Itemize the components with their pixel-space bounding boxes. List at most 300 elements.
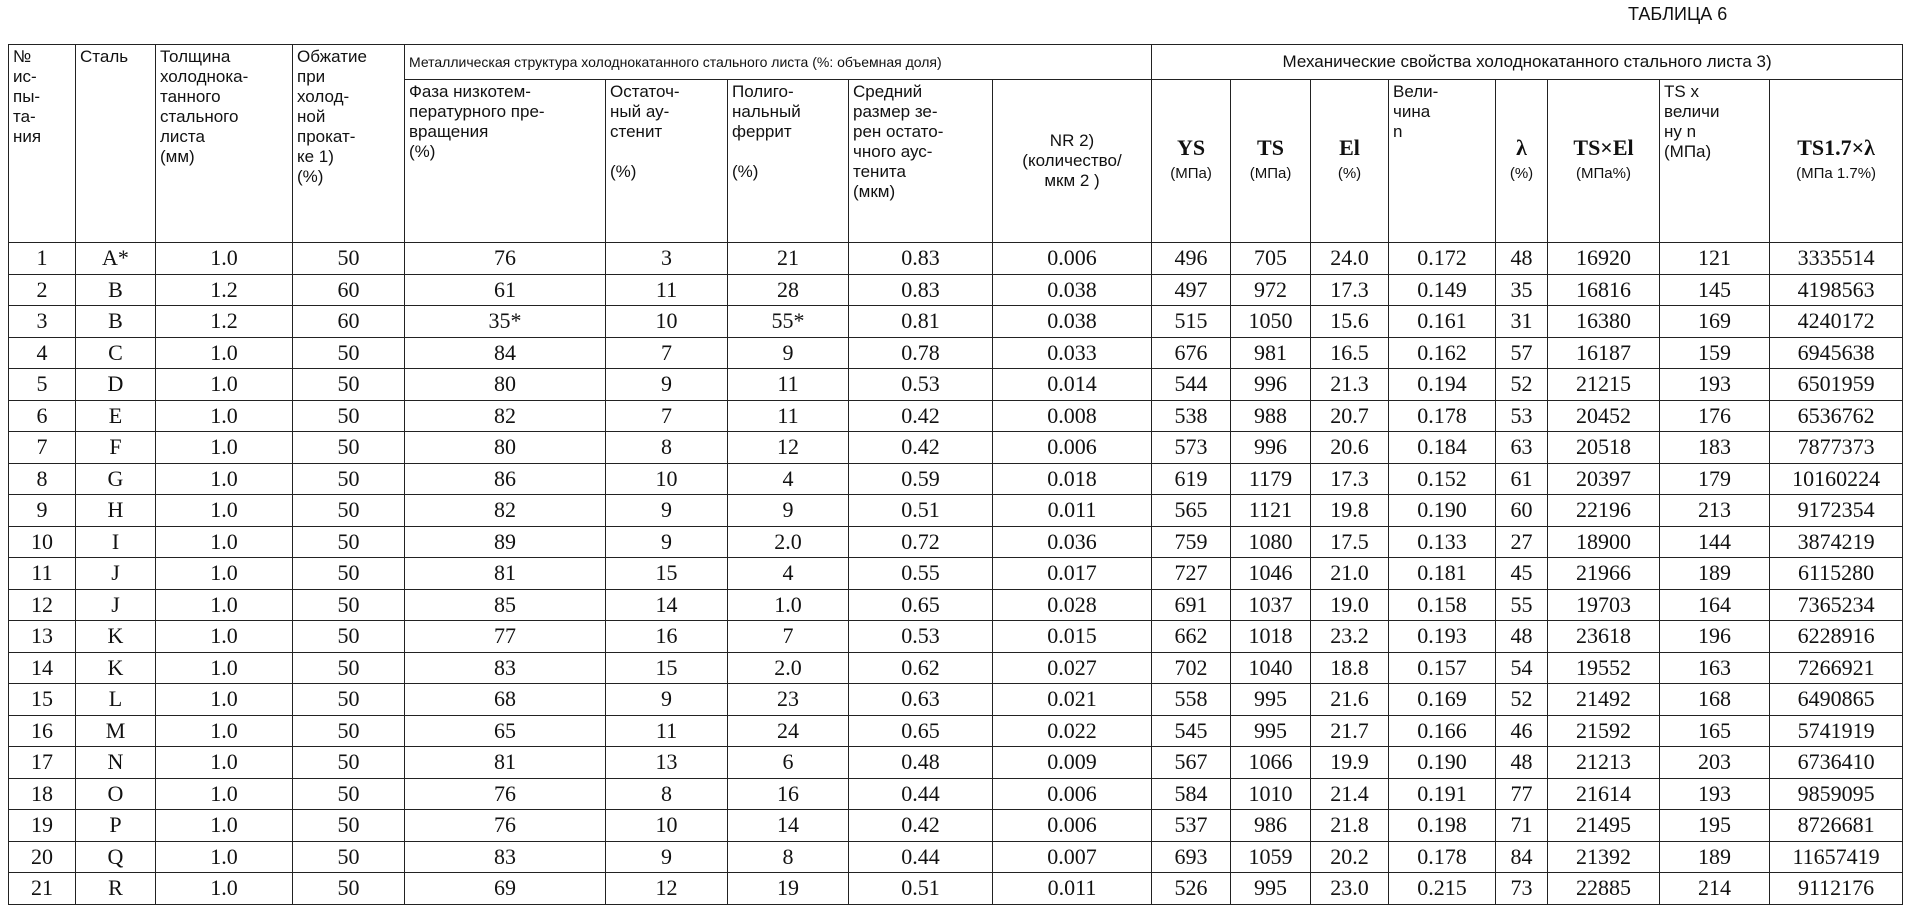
cell-ys: 702 bbox=[1152, 652, 1231, 684]
cell-ts-el: 21392 bbox=[1548, 841, 1660, 873]
cell-steel: D bbox=[76, 369, 156, 401]
cell-ys: 538 bbox=[1152, 400, 1231, 432]
cell-lt-phase: 82 bbox=[405, 400, 606, 432]
cell-retained-austenite: 3 bbox=[606, 243, 728, 275]
cell-lambda: 77 bbox=[1496, 778, 1548, 810]
cell-n-value: 0.157 bbox=[1389, 652, 1496, 684]
cell-ts17-lambda: 9112176 bbox=[1770, 873, 1903, 905]
cell-el: 21.7 bbox=[1311, 715, 1389, 747]
header-el bbox=[1311, 80, 1389, 243]
cell-ts-n: 165 bbox=[1660, 715, 1770, 747]
cell-reduction: 50 bbox=[293, 652, 405, 684]
cell-steel: C bbox=[76, 337, 156, 369]
cell-test-no: 5 bbox=[9, 369, 76, 401]
table-row bbox=[9, 747, 1903, 779]
cell-grain-size: 0.65 bbox=[849, 589, 993, 621]
cell-n-value: 0.190 bbox=[1389, 747, 1496, 779]
cell-polygonal-ferrite: 21 bbox=[728, 243, 849, 275]
cell-thickness: 1.0 bbox=[156, 463, 293, 495]
cell-thickness: 1.0 bbox=[156, 495, 293, 527]
header-ys-label: YS bbox=[1176, 135, 1206, 160]
cell-lt-phase: 84 bbox=[405, 337, 606, 369]
cell-ts: 1037 bbox=[1231, 589, 1311, 621]
cell-ts17-lambda: 9172354 bbox=[1770, 495, 1903, 527]
cell-el: 20.7 bbox=[1311, 400, 1389, 432]
header-ts bbox=[1231, 80, 1311, 243]
cell-reduction: 50 bbox=[293, 432, 405, 464]
header-ts17-lambda-unit: (МПа 1.7%) bbox=[1796, 165, 1877, 182]
cell-reduction: 50 bbox=[293, 684, 405, 716]
cell-n-value: 0.172 bbox=[1389, 243, 1496, 275]
header-reduction: Обжатие при холод- ной прокат- ке 1) (%) bbox=[293, 45, 405, 243]
cell-ts-n: 183 bbox=[1660, 432, 1770, 464]
table-row bbox=[9, 432, 1903, 464]
cell-ts17-lambda: 7266921 bbox=[1770, 652, 1903, 684]
cell-nr: 0.008 bbox=[993, 400, 1152, 432]
header-ts-n: TS x величи ну n (МПа) bbox=[1660, 80, 1770, 243]
cell-nr: 0.006 bbox=[993, 778, 1152, 810]
cell-grain-size: 0.81 bbox=[849, 306, 993, 338]
cell-nr: 0.015 bbox=[993, 621, 1152, 653]
cell-n-value: 0.184 bbox=[1389, 432, 1496, 464]
cell-thickness: 1.0 bbox=[156, 337, 293, 369]
cell-steel: A* bbox=[76, 243, 156, 275]
cell-polygonal-ferrite: 1.0 bbox=[728, 589, 849, 621]
table-row bbox=[9, 337, 1903, 369]
cell-test-no: 15 bbox=[9, 684, 76, 716]
header-lambda-unit: (%) bbox=[1509, 165, 1534, 182]
cell-ts-el: 21215 bbox=[1548, 369, 1660, 401]
cell-ts: 988 bbox=[1231, 400, 1311, 432]
cell-steel: B bbox=[76, 306, 156, 338]
table-row bbox=[9, 495, 1903, 527]
cell-n-value: 0.191 bbox=[1389, 778, 1496, 810]
table-caption: ТАБЛИЦА 6 bbox=[1628, 4, 1728, 24]
cell-polygonal-ferrite: 11 bbox=[728, 400, 849, 432]
cell-el: 23.2 bbox=[1311, 621, 1389, 653]
header-ts-el bbox=[1548, 80, 1660, 243]
header-retained-austenite: Остаточ- ный ау- стенит (%) bbox=[606, 80, 728, 243]
cell-ts: 995 bbox=[1231, 684, 1311, 716]
cell-lt-phase: 76 bbox=[405, 810, 606, 842]
cell-retained-austenite: 11 bbox=[606, 715, 728, 747]
cell-n-value: 0.181 bbox=[1389, 558, 1496, 590]
cell-ts-el: 19703 bbox=[1548, 589, 1660, 621]
cell-lt-phase: 81 bbox=[405, 558, 606, 590]
header-ts17-lambda bbox=[1770, 80, 1903, 243]
cell-lambda: 71 bbox=[1496, 810, 1548, 842]
cell-lambda: 45 bbox=[1496, 558, 1548, 590]
cell-ts-n: 163 bbox=[1660, 652, 1770, 684]
cell-lambda: 46 bbox=[1496, 715, 1548, 747]
cell-ts-n: 169 bbox=[1660, 306, 1770, 338]
table-row bbox=[9, 715, 1903, 747]
cell-grain-size: 0.62 bbox=[849, 652, 993, 684]
cell-thickness: 1.0 bbox=[156, 715, 293, 747]
cell-ts-n: 193 bbox=[1660, 778, 1770, 810]
table-row bbox=[9, 306, 1903, 338]
cell-ts-n: 214 bbox=[1660, 873, 1770, 905]
header-grain-size: Средний размер зе- рен остато- чного аус- тенита (мкм) bbox=[849, 80, 993, 243]
cell-ts: 1050 bbox=[1231, 306, 1311, 338]
cell-reduction: 50 bbox=[293, 463, 405, 495]
cell-test-no: 9 bbox=[9, 495, 76, 527]
header-ts-el-label: TS×El bbox=[1573, 135, 1634, 160]
header-ts-label: TS bbox=[1257, 135, 1284, 160]
cell-ts-el: 20518 bbox=[1548, 432, 1660, 464]
cell-polygonal-ferrite: 19 bbox=[728, 873, 849, 905]
cell-ts17-lambda: 6945638 bbox=[1770, 337, 1903, 369]
header-ys-unit: (МПа) bbox=[1170, 165, 1212, 182]
cell-retained-austenite: 15 bbox=[606, 652, 728, 684]
cell-thickness: 1.0 bbox=[156, 841, 293, 873]
cell-ts-el: 21495 bbox=[1548, 810, 1660, 842]
cell-ts-n: 213 bbox=[1660, 495, 1770, 527]
header-test-no: № ис- пы- та- ния bbox=[9, 45, 76, 243]
cell-n-value: 0.166 bbox=[1389, 715, 1496, 747]
cell-steel: L bbox=[76, 684, 156, 716]
cell-ts-el: 20452 bbox=[1548, 400, 1660, 432]
cell-retained-austenite: 8 bbox=[606, 432, 728, 464]
cell-ts: 986 bbox=[1231, 810, 1311, 842]
cell-reduction: 50 bbox=[293, 526, 405, 558]
cell-reduction: 50 bbox=[293, 715, 405, 747]
cell-retained-austenite: 13 bbox=[606, 747, 728, 779]
cell-lt-phase: 82 bbox=[405, 495, 606, 527]
cell-retained-austenite: 10 bbox=[606, 306, 728, 338]
cell-reduction: 50 bbox=[293, 400, 405, 432]
cell-nr: 0.036 bbox=[993, 526, 1152, 558]
cell-ts17-lambda: 8726681 bbox=[1770, 810, 1903, 842]
header-lambda-label: λ bbox=[1516, 135, 1527, 160]
cell-retained-austenite: 15 bbox=[606, 558, 728, 590]
cell-thickness: 1.0 bbox=[156, 873, 293, 905]
cell-ts: 1121 bbox=[1231, 495, 1311, 527]
cell-steel: P bbox=[76, 810, 156, 842]
cell-lt-phase: 80 bbox=[405, 369, 606, 401]
cell-test-no: 10 bbox=[9, 526, 76, 558]
cell-ts: 705 bbox=[1231, 243, 1311, 275]
cell-reduction: 50 bbox=[293, 337, 405, 369]
cell-polygonal-ferrite: 8 bbox=[728, 841, 849, 873]
cell-lt-phase: 76 bbox=[405, 243, 606, 275]
header-metal-structure-group: Металлическая структура холоднокатанного стального листа (%: объемная доля) bbox=[405, 45, 1152, 80]
cell-ts-el: 22196 bbox=[1548, 495, 1660, 527]
cell-test-no: 8 bbox=[9, 463, 76, 495]
table-row bbox=[9, 810, 1903, 842]
cell-n-value: 0.178 bbox=[1389, 400, 1496, 432]
cell-reduction: 50 bbox=[293, 589, 405, 621]
cell-lt-phase: 76 bbox=[405, 778, 606, 810]
cell-ts-el: 19552 bbox=[1548, 652, 1660, 684]
cell-lt-phase: 69 bbox=[405, 873, 606, 905]
cell-grain-size: 0.42 bbox=[849, 810, 993, 842]
cell-lt-phase: 89 bbox=[405, 526, 606, 558]
cell-thickness: 1.0 bbox=[156, 810, 293, 842]
cell-n-value: 0.158 bbox=[1389, 589, 1496, 621]
cell-lt-phase: 83 bbox=[405, 841, 606, 873]
cell-nr: 0.027 bbox=[993, 652, 1152, 684]
cell-ts: 996 bbox=[1231, 432, 1311, 464]
cell-retained-austenite: 16 bbox=[606, 621, 728, 653]
cell-lt-phase: 68 bbox=[405, 684, 606, 716]
cell-lambda: 52 bbox=[1496, 684, 1548, 716]
cell-lt-phase: 65 bbox=[405, 715, 606, 747]
cell-lambda: 52 bbox=[1496, 369, 1548, 401]
cell-ys: 558 bbox=[1152, 684, 1231, 716]
cell-ts: 995 bbox=[1231, 715, 1311, 747]
cell-reduction: 60 bbox=[293, 274, 405, 306]
cell-grain-size: 0.48 bbox=[849, 747, 993, 779]
header-thickness: Толщина холоднока- танного стального листа (мм) bbox=[156, 45, 293, 243]
cell-ts17-lambda: 11657419 bbox=[1770, 841, 1903, 873]
cell-ts-el: 21592 bbox=[1548, 715, 1660, 747]
cell-thickness: 1.2 bbox=[156, 274, 293, 306]
cell-steel: E bbox=[76, 400, 156, 432]
cell-n-value: 0.194 bbox=[1389, 369, 1496, 401]
cell-nr: 0.028 bbox=[993, 589, 1152, 621]
cell-thickness: 1.0 bbox=[156, 432, 293, 464]
cell-reduction: 50 bbox=[293, 621, 405, 653]
table-row bbox=[9, 873, 1903, 905]
cell-nr: 0.017 bbox=[993, 558, 1152, 590]
cell-reduction: 50 bbox=[293, 747, 405, 779]
cell-ts: 1179 bbox=[1231, 463, 1311, 495]
header-row-groups bbox=[9, 45, 1903, 80]
cell-ys: 759 bbox=[1152, 526, 1231, 558]
cell-steel: H bbox=[76, 495, 156, 527]
cell-retained-austenite: 9 bbox=[606, 369, 728, 401]
cell-ts17-lambda: 7877373 bbox=[1770, 432, 1903, 464]
cell-ts17-lambda: 6736410 bbox=[1770, 747, 1903, 779]
cell-el: 21.4 bbox=[1311, 778, 1389, 810]
cell-grain-size: 0.53 bbox=[849, 621, 993, 653]
cell-ts-n: 179 bbox=[1660, 463, 1770, 495]
header-mechanical-group: Механические свойства холоднокатанного стального листа 3) bbox=[1152, 45, 1903, 80]
cell-polygonal-ferrite: 12 bbox=[728, 432, 849, 464]
header-ts-el-unit: (МПа%) bbox=[1576, 165, 1631, 182]
table-row bbox=[9, 778, 1903, 810]
cell-lt-phase: 35* bbox=[405, 306, 606, 338]
cell-ts-n: 193 bbox=[1660, 369, 1770, 401]
cell-grain-size: 0.53 bbox=[849, 369, 993, 401]
cell-nr: 0.038 bbox=[993, 274, 1152, 306]
cell-steel: F bbox=[76, 432, 156, 464]
cell-ts-el: 16187 bbox=[1548, 337, 1660, 369]
header-steel: Сталь bbox=[76, 45, 156, 243]
cell-grain-size: 0.63 bbox=[849, 684, 993, 716]
cell-grain-size: 0.65 bbox=[849, 715, 993, 747]
cell-ts-el: 21492 bbox=[1548, 684, 1660, 716]
cell-thickness: 1.0 bbox=[156, 747, 293, 779]
cell-thickness: 1.0 bbox=[156, 369, 293, 401]
cell-lt-phase: 81 bbox=[405, 747, 606, 779]
cell-retained-austenite: 9 bbox=[606, 526, 728, 558]
table-row bbox=[9, 684, 1903, 716]
header-polygonal-ferrite: Полиго- нальный феррит (%) bbox=[728, 80, 849, 243]
cell-ts17-lambda: 6536762 bbox=[1770, 400, 1903, 432]
cell-polygonal-ferrite: 16 bbox=[728, 778, 849, 810]
cell-n-value: 0.149 bbox=[1389, 274, 1496, 306]
cell-lambda: 31 bbox=[1496, 306, 1548, 338]
cell-n-value: 0.162 bbox=[1389, 337, 1496, 369]
cell-thickness: 1.0 bbox=[156, 589, 293, 621]
cell-nr: 0.007 bbox=[993, 841, 1152, 873]
table-row bbox=[9, 621, 1903, 653]
cell-steel: K bbox=[76, 652, 156, 684]
cell-ts: 1080 bbox=[1231, 526, 1311, 558]
cell-test-no: 17 bbox=[9, 747, 76, 779]
cell-thickness: 1.0 bbox=[156, 621, 293, 653]
cell-ts: 1059 bbox=[1231, 841, 1311, 873]
cell-el: 17.5 bbox=[1311, 526, 1389, 558]
cell-polygonal-ferrite: 9 bbox=[728, 337, 849, 369]
cell-ts: 1018 bbox=[1231, 621, 1311, 653]
cell-ts: 1010 bbox=[1231, 778, 1311, 810]
cell-reduction: 50 bbox=[293, 243, 405, 275]
cell-thickness: 1.0 bbox=[156, 243, 293, 275]
cell-reduction: 50 bbox=[293, 841, 405, 873]
header-nr: NR 2) (количество/ мкм 2 ) bbox=[993, 80, 1152, 243]
cell-ts-el: 16816 bbox=[1548, 274, 1660, 306]
cell-test-no: 1 bbox=[9, 243, 76, 275]
cell-ts-n: 189 bbox=[1660, 558, 1770, 590]
cell-grain-size: 0.78 bbox=[849, 337, 993, 369]
cell-ts: 981 bbox=[1231, 337, 1311, 369]
cell-thickness: 1.0 bbox=[156, 526, 293, 558]
cell-steel: J bbox=[76, 589, 156, 621]
cell-ts-el: 20397 bbox=[1548, 463, 1660, 495]
cell-lambda: 73 bbox=[1496, 873, 1548, 905]
cell-ts-n: 144 bbox=[1660, 526, 1770, 558]
cell-ys: 676 bbox=[1152, 337, 1231, 369]
cell-ts17-lambda: 10160224 bbox=[1770, 463, 1903, 495]
cell-lambda: 54 bbox=[1496, 652, 1548, 684]
header-ts17-lambda-label: TS1.7×λ bbox=[1797, 135, 1875, 160]
cell-polygonal-ferrite: 14 bbox=[728, 810, 849, 842]
cell-steel: K bbox=[76, 621, 156, 653]
cell-el: 19.8 bbox=[1311, 495, 1389, 527]
cell-el: 24.0 bbox=[1311, 243, 1389, 275]
table-row bbox=[9, 274, 1903, 306]
cell-test-no: 19 bbox=[9, 810, 76, 842]
cell-grain-size: 0.55 bbox=[849, 558, 993, 590]
cell-ts-el: 16380 bbox=[1548, 306, 1660, 338]
cell-grain-size: 0.83 bbox=[849, 243, 993, 275]
cell-grain-size: 0.42 bbox=[849, 400, 993, 432]
cell-ts-el: 22885 bbox=[1548, 873, 1660, 905]
cell-test-no: 16 bbox=[9, 715, 76, 747]
cell-retained-austenite: 7 bbox=[606, 337, 728, 369]
cell-ys: 545 bbox=[1152, 715, 1231, 747]
cell-reduction: 50 bbox=[293, 873, 405, 905]
cell-polygonal-ferrite: 7 bbox=[728, 621, 849, 653]
cell-lambda: 48 bbox=[1496, 621, 1548, 653]
cell-test-no: 11 bbox=[9, 558, 76, 590]
cell-nr: 0.021 bbox=[993, 684, 1152, 716]
cell-ts: 996 bbox=[1231, 369, 1311, 401]
cell-ts: 1040 bbox=[1231, 652, 1311, 684]
cell-steel: Q bbox=[76, 841, 156, 873]
table-row bbox=[9, 400, 1903, 432]
cell-thickness: 1.2 bbox=[156, 306, 293, 338]
table-row bbox=[9, 243, 1903, 275]
cell-n-value: 0.193 bbox=[1389, 621, 1496, 653]
cell-n-value: 0.215 bbox=[1389, 873, 1496, 905]
cell-ts17-lambda: 4240172 bbox=[1770, 306, 1903, 338]
cell-el: 17.3 bbox=[1311, 463, 1389, 495]
cell-ts: 972 bbox=[1231, 274, 1311, 306]
cell-test-no: 7 bbox=[9, 432, 76, 464]
cell-n-value: 0.152 bbox=[1389, 463, 1496, 495]
cell-el: 19.0 bbox=[1311, 589, 1389, 621]
cell-steel: R bbox=[76, 873, 156, 905]
cell-polygonal-ferrite: 9 bbox=[728, 495, 849, 527]
cell-ys: 567 bbox=[1152, 747, 1231, 779]
cell-el: 17.3 bbox=[1311, 274, 1389, 306]
table-row bbox=[9, 369, 1903, 401]
cell-retained-austenite: 10 bbox=[606, 463, 728, 495]
cell-thickness: 1.0 bbox=[156, 400, 293, 432]
table-row bbox=[9, 841, 1903, 873]
cell-nr: 0.006 bbox=[993, 810, 1152, 842]
cell-el: 19.9 bbox=[1311, 747, 1389, 779]
cell-reduction: 50 bbox=[293, 495, 405, 527]
table-row bbox=[9, 526, 1903, 558]
cell-polygonal-ferrite: 4 bbox=[728, 463, 849, 495]
cell-retained-austenite: 11 bbox=[606, 274, 728, 306]
cell-polygonal-ferrite: 11 bbox=[728, 369, 849, 401]
table-body bbox=[9, 243, 1903, 905]
cell-n-value: 0.161 bbox=[1389, 306, 1496, 338]
cell-el: 20.6 bbox=[1311, 432, 1389, 464]
cell-test-no: 3 bbox=[9, 306, 76, 338]
cell-ts: 1046 bbox=[1231, 558, 1311, 590]
header-lambda bbox=[1496, 80, 1548, 243]
header-ts-unit: (МПа) bbox=[1249, 165, 1292, 182]
cell-ys: 565 bbox=[1152, 495, 1231, 527]
cell-test-no: 13 bbox=[9, 621, 76, 653]
cell-ts-n: 196 bbox=[1660, 621, 1770, 653]
cell-polygonal-ferrite: 23 bbox=[728, 684, 849, 716]
cell-el: 23.0 bbox=[1311, 873, 1389, 905]
table-row bbox=[9, 463, 1903, 495]
cell-steel: M bbox=[76, 715, 156, 747]
cell-n-value: 0.190 bbox=[1389, 495, 1496, 527]
header-n-value: Вели- чина n bbox=[1389, 80, 1496, 243]
cell-ts-n: 159 bbox=[1660, 337, 1770, 369]
cell-nr: 0.038 bbox=[993, 306, 1152, 338]
cell-reduction: 50 bbox=[293, 778, 405, 810]
results-table bbox=[8, 44, 1903, 905]
cell-reduction: 50 bbox=[293, 558, 405, 590]
cell-nr: 0.022 bbox=[993, 715, 1152, 747]
header-el-label: El bbox=[1339, 135, 1360, 160]
cell-thickness: 1.0 bbox=[156, 684, 293, 716]
cell-grain-size: 0.83 bbox=[849, 274, 993, 306]
cell-ts-n: 195 bbox=[1660, 810, 1770, 842]
cell-ts17-lambda: 9859095 bbox=[1770, 778, 1903, 810]
cell-retained-austenite: 9 bbox=[606, 684, 728, 716]
cell-ts17-lambda: 6490865 bbox=[1770, 684, 1903, 716]
cell-ys: 544 bbox=[1152, 369, 1231, 401]
cell-nr: 0.018 bbox=[993, 463, 1152, 495]
cell-ys: 693 bbox=[1152, 841, 1231, 873]
cell-nr: 0.006 bbox=[993, 243, 1152, 275]
cell-steel: B bbox=[76, 274, 156, 306]
cell-ts-el: 21966 bbox=[1548, 558, 1660, 590]
table-row bbox=[9, 652, 1903, 684]
